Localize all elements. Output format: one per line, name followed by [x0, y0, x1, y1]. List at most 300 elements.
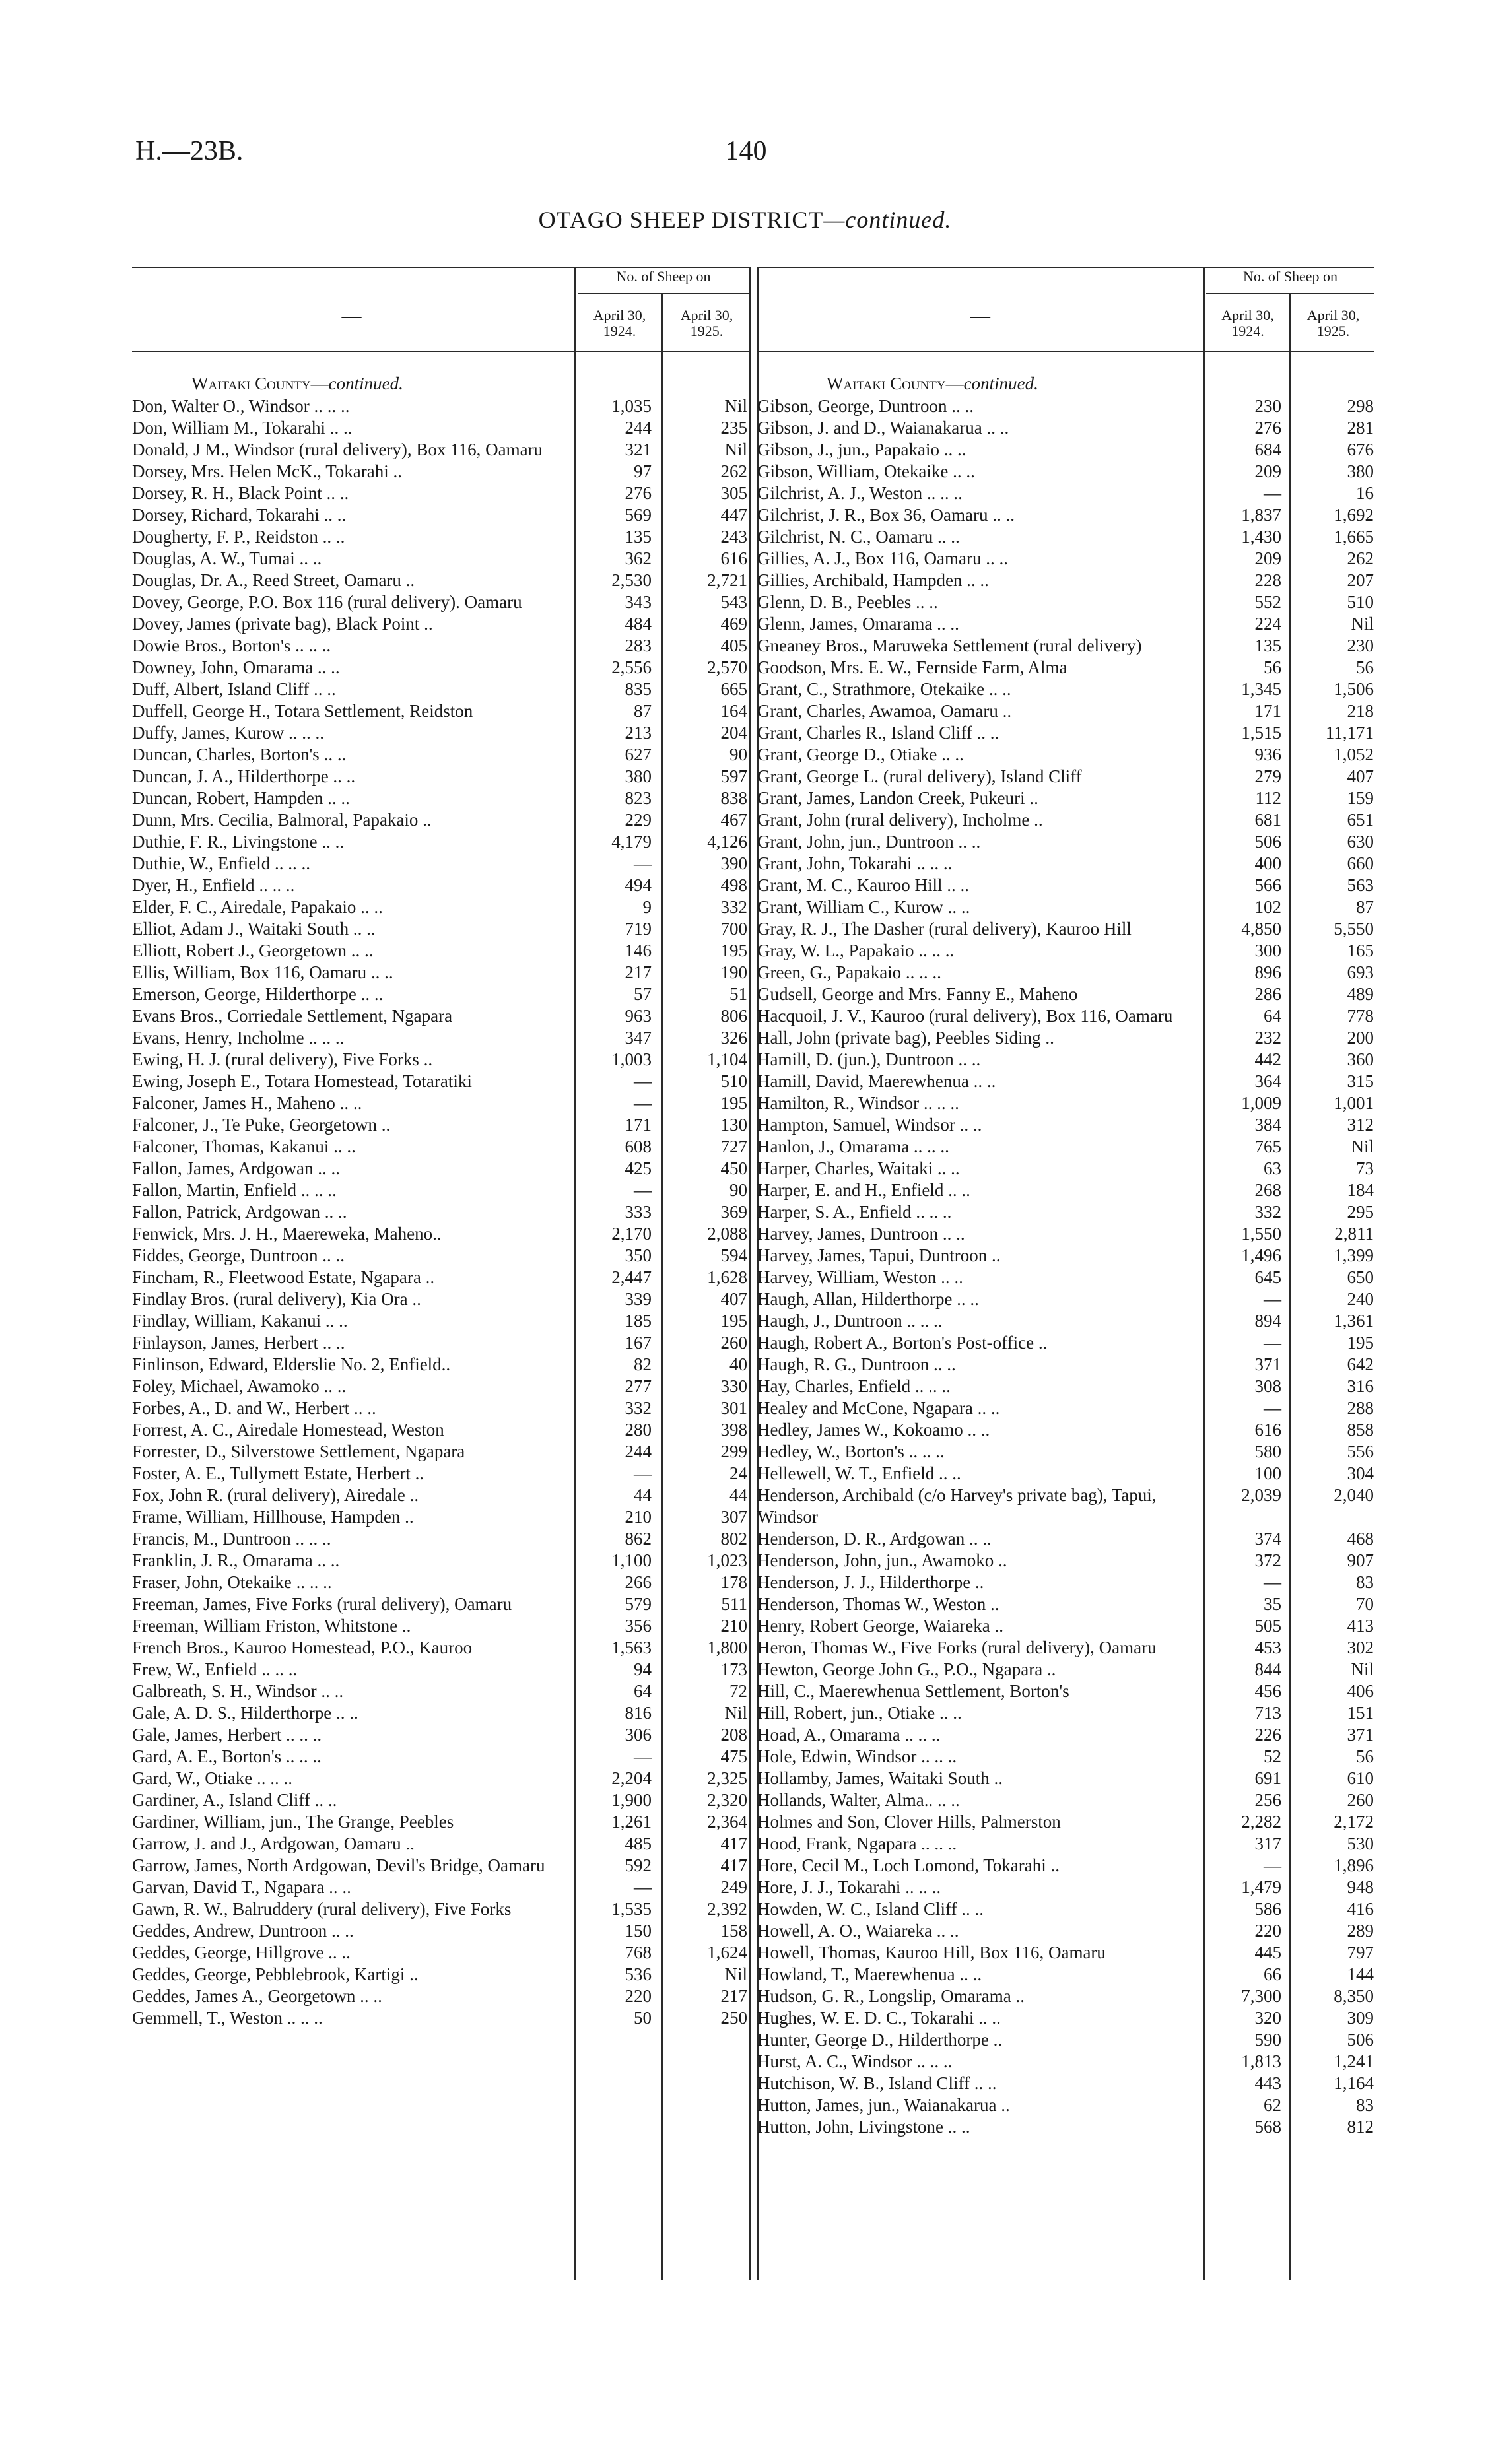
sheep-1925: 2,811: [1334, 1224, 1374, 1244]
table-row: [757, 439, 1374, 461]
table-row: [132, 1310, 749, 1332]
col-1925-header: April 30, 1925.: [680, 307, 733, 339]
table-row: [757, 1267, 1374, 1288]
sheep-1925: 360: [1347, 1049, 1374, 1069]
table-row: [757, 896, 1374, 918]
sheep-1924: 94: [634, 1659, 652, 1679]
table-row: [757, 962, 1374, 983]
sheep-1925: 326: [720, 1028, 747, 1048]
table-row: [132, 1049, 749, 1071]
table-header-rule: [132, 351, 749, 352]
sheep-1925: 469: [720, 614, 747, 634]
sheep-1925: 144: [1347, 1964, 1374, 1984]
owner-name-address: Ewing, H. J. (rural delivery), Five Forks ..: [132, 1049, 433, 1069]
table-row: [757, 766, 1374, 787]
owner-name-address: Hedley, W., Borton's .. .. ..: [757, 1442, 945, 1461]
table-row: [757, 1201, 1374, 1223]
table-row: [132, 1572, 749, 1593]
owner-name-address: Elliot, Adam J., Waitaki South .. ..: [132, 919, 376, 939]
owner-name-address: Haugh, Robert A., Borton's Post-office ..: [757, 1333, 1048, 1352]
sheep-1924: 228: [1254, 570, 1281, 590]
sheep-1924: 536: [625, 1964, 652, 1984]
table-row: [132, 1964, 749, 1985]
sheep-1924: 816: [625, 1703, 652, 1723]
sheep-1924: 146: [625, 941, 652, 960]
table-row: [132, 722, 749, 744]
sheep-1924: 4,850: [1241, 919, 1281, 939]
sheep-1924: 425: [625, 1158, 652, 1178]
sheep-1925: 665: [720, 679, 747, 699]
owner-name-address: Garrow, James, North Ardgowan, Devil's Bridge, Oamaru: [132, 1855, 545, 1875]
owner-name-address: Hudson, G. R., Longslip, Omarama ..: [757, 1986, 1025, 2006]
left-rows: [132, 395, 749, 2029]
sheep-1925: 330: [720, 1376, 747, 1396]
table-row: [757, 2094, 1374, 2116]
sheep-1924: 82: [634, 1354, 652, 1374]
owner-name-address: Grant, George L. (rural delivery), Island Cliff: [757, 766, 1082, 786]
table-row: [757, 1550, 1374, 1572]
sheep-1925: 302: [1347, 1638, 1374, 1657]
table-row: [132, 1005, 749, 1027]
owner-name-address: Hunter, George D., Hilderthorpe ..: [757, 2030, 1003, 2049]
table-row: [132, 1092, 749, 1114]
owner-name-address: Dougherty, F. P., Reidston .. ..: [132, 527, 345, 547]
sheep-1924: 936: [1254, 745, 1281, 764]
sheep-1924: 102: [1254, 897, 1281, 917]
table-row: [132, 1027, 749, 1049]
sheep-1925: 405: [720, 636, 747, 655]
table-row: [132, 1724, 749, 1746]
sheep-1925: 407: [1347, 766, 1374, 786]
sheep-1925: 1,896: [1334, 1855, 1374, 1875]
table-row: [132, 875, 749, 896]
table-row: [757, 2116, 1374, 2138]
table-row: [132, 831, 749, 853]
owner-name-address: Henderson, D. R., Ardgowan .. ..: [757, 1529, 992, 1548]
sheep-1924: 356: [625, 1616, 652, 1636]
sheep-1925: 616: [720, 549, 747, 568]
sheep-1925: 151: [1347, 1703, 1374, 1723]
sheep-1925: 304: [1347, 1463, 1374, 1483]
sheep-1924: 171: [1254, 701, 1281, 721]
sheep-1924: 4,179: [611, 832, 652, 851]
owner-name-address: Dorsey, Mrs. Helen McK., Tokarahi ..: [132, 461, 403, 481]
sheep-1925: 90: [729, 745, 747, 764]
table-row: [757, 1354, 1374, 1376]
owner-name-address: Elder, F. C., Airedale, Papakaio .. ..: [132, 897, 383, 917]
table-row: [757, 787, 1374, 809]
sheep-1925: 2,172: [1334, 1812, 1374, 1832]
sheep-1925: 676: [1347, 440, 1374, 459]
owner-name-address: Goodson, Mrs. E. W., Fernside Farm, Alma: [757, 657, 1067, 677]
sheep-1925: Nil: [724, 1964, 747, 1984]
owner-name-address: Fraser, John, Otekaike .. .. ..: [132, 1572, 332, 1592]
owner-name-address: Downey, John, Omarama .. ..: [132, 657, 340, 677]
sheep-1924: 44: [634, 1485, 652, 1505]
sheep-1924: 244: [625, 418, 652, 438]
sheep-1925: 173: [720, 1659, 747, 1679]
table-row: [757, 722, 1374, 744]
table-row: [757, 853, 1374, 875]
owner-name-address: Findlay, William, Kakanui .. ..: [132, 1311, 348, 1331]
sheep-1924: —: [1264, 1333, 1281, 1352]
owner-name-address: Grant, William C., Kurow .. ..: [757, 897, 970, 917]
sheep-1924: 1,496: [1241, 1246, 1281, 1265]
owner-name-address: Geddes, Andrew, Duntroon .. ..: [132, 1921, 354, 1941]
sheep-1925: 288: [1347, 1398, 1374, 1418]
sheep-1924: 1,563: [611, 1638, 652, 1657]
sheep-1924: 112: [1255, 788, 1281, 808]
sheep-1925: 51: [729, 984, 747, 1004]
table-row: [132, 570, 749, 591]
table-row: [757, 504, 1374, 526]
sheep-1924: 57: [634, 984, 652, 1004]
sheep-1925: 1,624: [707, 1943, 747, 1962]
sheep-1925: 2,040: [1334, 1485, 1374, 1505]
sheep-1924: 135: [625, 527, 652, 547]
sheep-1924: —: [634, 1877, 652, 1897]
table-row: [757, 1092, 1374, 1114]
sheep-1924: 862: [625, 1529, 652, 1548]
table-row: [132, 766, 749, 787]
table-row: [757, 2029, 1374, 2051]
sheep-1924: 97: [634, 461, 652, 481]
sheep-1924: 343: [625, 592, 652, 612]
table-row: [132, 983, 749, 1005]
table-row: [757, 1027, 1374, 1049]
table-row: [132, 1528, 749, 1550]
owner-name-address: Dowie Bros., Borton's .. .. ..: [132, 636, 331, 655]
table-row: [132, 439, 749, 461]
owner-name-address: Holmes and Son, Clover Hills, Palmerston: [757, 1812, 1061, 1832]
table-row: [757, 1071, 1374, 1092]
sheep-1925: Nil: [1351, 614, 1374, 634]
owner-name-address: Garvan, David T., Ngapara .. ..: [132, 1877, 351, 1897]
sheep-1925: 642: [1347, 1354, 1374, 1374]
table-row: [132, 526, 749, 548]
owner-name-address: Gray, W. L., Papakaio .. .. ..: [757, 941, 955, 960]
owner-name-address: Falconer, James H., Maheno .. ..: [132, 1093, 362, 1113]
owner-name-address: Henderson, Thomas W., Weston ..: [757, 1594, 999, 1614]
sheep-1925: 797: [1347, 1943, 1374, 1962]
owner-name-address: Hollands, Walter, Alma.. .. ..: [757, 1790, 960, 1810]
sheep-1925: 195: [720, 1311, 747, 1331]
sheep-1924: 100: [1254, 1463, 1281, 1483]
table-row: [132, 1898, 749, 1920]
table-row: [757, 1288, 1374, 1310]
sheep-1925: 2,721: [707, 570, 747, 590]
owner-name-address: Ewing, Joseph E., Totara Homestead, Totaratiki: [132, 1071, 472, 1091]
table-row: [132, 657, 749, 679]
sheep-1925: 4,126: [707, 832, 747, 851]
sheep-1924: 400: [1254, 853, 1281, 873]
owner-name-address: Hoad, A., Omarama .. .. ..: [757, 1725, 941, 1745]
table-row: [132, 461, 749, 483]
table-row: [132, 1332, 749, 1354]
table-row: [757, 1985, 1374, 2007]
sheep-1924: 896: [1254, 962, 1281, 982]
page-number: 140: [725, 136, 767, 166]
table-row: [132, 1376, 749, 1397]
table-row: [132, 1201, 749, 1223]
sheep-1924: 616: [1254, 1420, 1281, 1440]
table-row: [132, 1877, 749, 1898]
sheep-1924: 64: [634, 1681, 652, 1701]
owner-name-address: Duff, Albert, Island Cliff .. ..: [132, 679, 336, 699]
table-row: [757, 461, 1374, 483]
sheep-1925: 1,023: [707, 1550, 747, 1570]
sheep-1924: 1,535: [611, 1899, 652, 1919]
table-row: [757, 613, 1374, 635]
sheep-1925: 235: [720, 418, 747, 438]
table-row: [757, 1419, 1374, 1441]
sheep-1924: 135: [1254, 636, 1281, 655]
owner-name-address: Henderson, J. J., Hilderthorpe ..: [757, 1572, 984, 1592]
sheep-1925: 315: [1347, 1071, 1374, 1091]
table-row: [132, 1746, 749, 1768]
table-row: [757, 1659, 1374, 1681]
owner-name-address: Gale, James, Herbert .. .. ..: [132, 1725, 322, 1745]
owner-name-address: Gudsell, George and Mrs. Fanny E., Maheno: [757, 984, 1078, 1004]
sheep-1925: 309: [1347, 2008, 1374, 2028]
owner-name-address: Gardiner, A., Island Cliff .. ..: [132, 1790, 337, 1810]
owner-name-address: Garrow, J. and J., Ardgowan, Oamaru ..: [132, 1834, 415, 1853]
owner-name-address: Harper, Charles, Waitaki .. ..: [757, 1158, 960, 1178]
sheep-1924: 484: [625, 614, 652, 634]
sheep-1924: 9: [642, 897, 652, 917]
sheep-1924: 835: [625, 679, 652, 699]
table-row: [757, 1528, 1374, 1550]
sheep-1925: 390: [720, 853, 747, 873]
owner-name-address: Hedley, James W., Kokoamo .. ..: [757, 1420, 990, 1440]
sheep-1925: 563: [1347, 875, 1374, 895]
owner-name-address: French Bros., Kauroo Homestead, P.O., Kauroo: [132, 1638, 473, 1657]
owner-name-address: Forrester, D., Silverstowe Settlement, Ngapara: [132, 1442, 465, 1461]
owner-name-address: Frame, William, Hillhouse, Hampden ..: [132, 1507, 414, 1527]
sheep-1924: 364: [1254, 1071, 1281, 1091]
sheep-1925: 858: [1347, 1420, 1374, 1440]
owner-name-address: Hole, Edwin, Windsor .. .. ..: [757, 1747, 957, 1766]
owner-name-address: Hurst, A. C., Windsor .. .. ..: [757, 2051, 953, 2071]
owner-name-address: Duffell, George H., Totara Settlement, Reidston: [132, 701, 473, 721]
table-row: [757, 1855, 1374, 1877]
table-row: [132, 1223, 749, 1245]
table-row: [757, 1005, 1374, 1027]
sheep-1925: 217: [720, 1986, 747, 2006]
table-row: [132, 1441, 749, 1463]
owner-name-address: Harvey, James, Duntroon .. ..: [757, 1224, 965, 1244]
sheep-1925: 164: [720, 701, 747, 721]
sheep-1925: 660: [1347, 853, 1374, 873]
sheep-1925: 406: [1347, 1681, 1374, 1701]
owner-name-address: Frew, W., Enfield .. .. ..: [132, 1659, 298, 1679]
sheep-group-header: No. of Sheep on: [1243, 268, 1338, 284]
owner-name-address: Hollamby, James, Waitaki South ..: [757, 1768, 1003, 1788]
table-row: [757, 2007, 1374, 2029]
sheep-1924: 308: [1254, 1376, 1281, 1396]
owner-name-address: Hamill, D. (jun.), Duntroon .. ..: [757, 1049, 981, 1069]
sheep-1925: 506: [1347, 2030, 1374, 2049]
owner-name-address: Gard, W., Otiake .. .. ..: [132, 1768, 292, 1788]
sheep-1925: 262: [720, 461, 747, 481]
sheep-1924: 333: [625, 1202, 652, 1222]
owner-name-address: Emerson, George, Hilderthorpe .. ..: [132, 984, 384, 1004]
owner-name-address: Gilchrist, N. C., Oamaru .. ..: [757, 527, 960, 547]
owner-name-address: Fallon, James, Ardgowan .. ..: [132, 1158, 340, 1178]
sheep-1925: 802: [720, 1529, 747, 1548]
owner-name-address: Hampton, Samuel, Windsor .. ..: [757, 1115, 982, 1135]
sheep-1925: 1,628: [707, 1267, 747, 1287]
sheep-1925: 158: [720, 1921, 747, 1941]
page-title: [0, 206, 1490, 234]
sheep-1925: 16: [1356, 483, 1374, 503]
table-row: [132, 1811, 749, 1833]
owner-name-address: Gillies, A. J., Box 116, Oamaru .. ..: [757, 549, 1008, 568]
owner-name-address: Franklin, J. R., Omarama .. ..: [132, 1550, 340, 1570]
sheep-1925: 316: [1347, 1376, 1374, 1396]
sheep-1924: 1,430: [1241, 527, 1281, 547]
table-row: [132, 1615, 749, 1637]
owner-name-address: Foster, A. E., Tullymett Estate, Herbert ..: [132, 1463, 424, 1483]
county-suffix: continued.: [328, 374, 403, 393]
owner-name-address: Freeman, William Friston, Whitstone ..: [132, 1616, 411, 1636]
sheep-1924: —: [1264, 1398, 1281, 1418]
table-row: [757, 635, 1374, 657]
table-row: [757, 1615, 1374, 1637]
table-row: [132, 1920, 749, 1942]
sheep-1925: 467: [720, 810, 747, 830]
sheep-1924: 568: [1254, 2117, 1281, 2137]
sheep-1924: 332: [625, 1398, 652, 1418]
owner-name-address: Hore, Cecil M., Loch Lomond, Tokarahi ..: [757, 1855, 1060, 1875]
table-row: [757, 591, 1374, 613]
owner-name-address: Grant, John, Tokarahi .. .. ..: [757, 853, 953, 873]
sheep-1925: 369: [720, 1202, 747, 1222]
sheep-1924: 1,009: [1241, 1093, 1281, 1113]
sheep-1925: 1,164: [1334, 2073, 1374, 2093]
owner-name-address: Geddes, James A., Georgetown .. ..: [132, 1986, 382, 2006]
owner-name-address: Heron, Thomas W., Five Forks (rural delivery), Oamaru: [757, 1638, 1157, 1657]
sheep-1924: 963: [625, 1006, 652, 1026]
sheep-1924: 2,039: [1241, 1485, 1281, 1505]
sheep-1924: 244: [625, 1442, 652, 1461]
table-row: [757, 1898, 1374, 1920]
owner-name-address: Gray, R. J., The Dasher (rural delivery), Kauroo Hill: [757, 919, 1132, 939]
sheep-1925: 208: [720, 1725, 747, 1745]
table-row: [757, 1637, 1374, 1659]
sheep-1924: 2,204: [611, 1768, 652, 1788]
owner-name-address: Fox, John R. (rural delivery), Airedale ..: [132, 1485, 419, 1505]
table-row: [132, 2007, 749, 2029]
sheep-1925: 260: [1347, 1790, 1374, 1810]
sheep-1925: 70: [1356, 1594, 1374, 1614]
owner-name-address: Harper, E. and H., Enfield .. ..: [757, 1180, 970, 1200]
sheep-1925: 24: [729, 1463, 747, 1483]
sheep-1924: —: [634, 1463, 652, 1483]
col-1924-header: April 30, 1924.: [1221, 307, 1274, 339]
table-row: [757, 657, 1374, 679]
sheep-1925: 630: [1347, 832, 1374, 851]
owner-name-address: Hill, Robert, jun., Otiake .. ..: [757, 1703, 962, 1723]
sheep-1925: 130: [720, 1115, 747, 1135]
table-row: [132, 853, 749, 875]
owner-name-address: Findlay Bros. (rural delivery), Kia Ora ..: [132, 1289, 421, 1309]
table-row: [132, 1942, 749, 1964]
owner-name-address: Forrest, A. C., Airedale Homestead, Weston: [132, 1420, 444, 1440]
sheep-1925: Nil: [724, 1703, 747, 1723]
sheep-1925: 510: [1347, 592, 1374, 612]
sheep-1925: 73: [1356, 1158, 1374, 1178]
sheep-1925: 594: [720, 1246, 747, 1265]
sheep-1925: 305: [720, 483, 747, 503]
table-row: [757, 483, 1374, 504]
sheep-1925: 1,104: [707, 1049, 747, 1069]
sheep-1924: —: [634, 1747, 652, 1766]
sheep-1924: 209: [1254, 549, 1281, 568]
table-row: [132, 1593, 749, 1615]
sheep-1924: 719: [625, 919, 652, 939]
table-row: [757, 1877, 1374, 1898]
sheep-1925: 240: [1347, 1289, 1374, 1309]
sheep-1924: 62: [1264, 2095, 1281, 2115]
owner-name-address: Duthie, W., Enfield .. .. ..: [132, 853, 310, 873]
table-row: [132, 1267, 749, 1288]
sheep-1924: 64: [1264, 1006, 1281, 1026]
sheep-1924: 229: [625, 810, 652, 830]
table-row: [132, 1985, 749, 2007]
table-row: [132, 962, 749, 983]
owner-name-address: Hill, C., Maerewhenua Settlement, Borton's: [757, 1681, 1069, 1701]
owner-name-address: Henderson, Archibald (c/o Harvey's private bag), Tapui, Windsor: [757, 1485, 1157, 1527]
sheep-1924: 456: [1254, 1681, 1281, 1701]
sheep-1925: 44: [729, 1485, 747, 1505]
sheep-1925: 83: [1356, 2095, 1374, 2115]
sheep-1925: 1,506: [1334, 679, 1374, 699]
owner-name-address: Gneaney Bros., Maruweka Settlement (rural delivery): [757, 636, 1142, 655]
owner-name-address: Douglas, Dr. A., Reed Street, Oamaru ..: [132, 570, 415, 590]
sheep-1924: —: [634, 1180, 652, 1200]
sheep-1924: 87: [634, 701, 652, 721]
sheep-1925: 498: [720, 875, 747, 895]
sheep-1925: 371: [1347, 1725, 1374, 1745]
sheep-group-header: No. of Sheep on: [616, 268, 711, 284]
sheep-1925: 778: [1347, 1006, 1374, 1026]
sheep-1924: 268: [1254, 1180, 1281, 1200]
owner-name-address: Gard, A. E., Borton's .. .. ..: [132, 1747, 322, 1766]
sheep-1924: 608: [625, 1137, 652, 1156]
sheep-1924: 209: [1254, 461, 1281, 481]
sheep-1924: 1,100: [611, 1550, 652, 1570]
table-row: [132, 1506, 749, 1528]
sheep-1924: 283: [625, 636, 652, 655]
sheep-1924: —: [634, 853, 652, 873]
sheep-1924: 320: [1254, 2008, 1281, 2028]
sheep-1925: 693: [1347, 962, 1374, 982]
owner-name-address: Hellewell, W. T., Enfield .. ..: [757, 1463, 961, 1483]
sheep-1924: 443: [1254, 2073, 1281, 2093]
table-row: [757, 1768, 1374, 1789]
owner-name-address: Hall, John (private bag), Peebles Siding ..: [757, 1028, 1054, 1048]
table-row: [757, 940, 1374, 962]
owner-name-address: Fenwick, Mrs. J. H., Maereweka, Maheno..: [132, 1224, 442, 1244]
owner-name-address: Grant, James, Landon Creek, Pukeuri ..: [757, 788, 1038, 808]
sheep-1925: 948: [1347, 1877, 1374, 1897]
owner-name-address: Fallon, Martin, Enfield .. .. ..: [132, 1180, 337, 1200]
table-row: [757, 1702, 1374, 1724]
sheep-1925: 307: [720, 1507, 747, 1527]
sheep-1925: 700: [720, 919, 747, 939]
table-row: [132, 1419, 749, 1441]
